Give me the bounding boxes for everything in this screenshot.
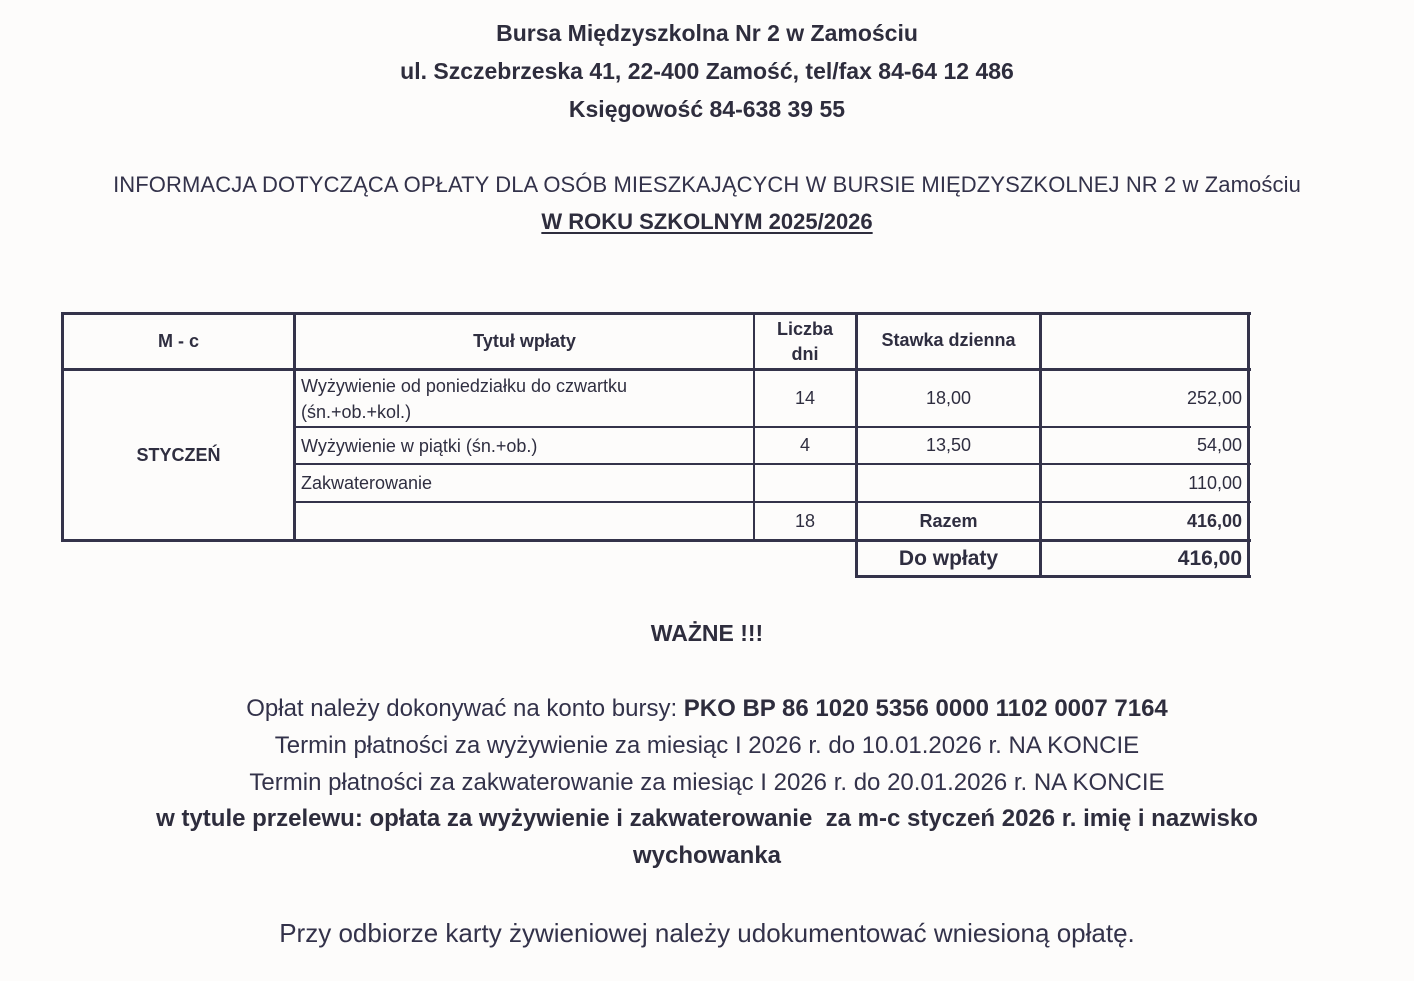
accounting-phone: Księgowość 84-638 39 55 <box>568 96 846 122</box>
row-amount: 54,00 <box>1196 435 1242 455</box>
month-cell: STYCZEŃ <box>136 444 221 465</box>
to-pay-border-bottom <box>855 575 1251 578</box>
account-prefix: Opłat należy dokonywać na konto bursy: <box>246 695 684 722</box>
total-label: Razem <box>919 510 978 531</box>
total-amount: 416,00 <box>1186 510 1242 531</box>
row-title: Zakwaterowanie <box>301 473 433 493</box>
important-heading: WAŻNE !!! <box>650 620 764 646</box>
header-amount <box>1042 315 1247 368</box>
institution-name: Bursa Międzyszkolna Nr 2 w Zamościu <box>496 20 918 46</box>
header-payment-title: Tytuł wpłaty <box>473 331 576 351</box>
deadline-food: Termin płatności za wyżywienie za miesiąc I 2026 r. do 10.01.2026 r. NA KONCIE <box>274 732 1140 759</box>
row-title-line1: Wyżywienie od poniedziałku do czwartku <box>301 375 627 396</box>
account-info <box>0 695 1414 723</box>
table-border-right <box>1247 312 1250 578</box>
transfer-title-line1: w tytule przelewu: opłata za wyżywienie i zakwaterowanie za m-c styczeń 2026 r. imię i nazwisko <box>156 805 1258 832</box>
header-days <box>755 315 855 368</box>
deadline-housing: Termin płatności za zakwaterowanie za miesiąc I 2026 r. do 20.01.2026 r. NA KONCIE <box>249 769 1165 796</box>
to-pay-amount: 416,00 <box>1177 546 1242 570</box>
school-year-title: W ROKU SZKOLNYM 2025/2026 <box>541 209 873 234</box>
header-month: M - c <box>157 331 199 351</box>
row-days: 4 <box>799 435 810 455</box>
footer-note: Przy odbiorze karty żywieniowej należy udokumentować wniesioną opłatę. <box>279 918 1135 948</box>
header-daily-rate: Stawka dzienna <box>881 330 1016 350</box>
transfer-title-line2: wychowanka <box>632 842 782 869</box>
row-rate: 13,50 <box>925 435 972 455</box>
header-days-line1: Liczba <box>776 318 833 339</box>
row-title-line2: (śn.+ob.+kol.) <box>301 401 412 422</box>
institution-address: ul. Szczebrzeska 41, 22-400 Zamość, tel/fax 84-64 12 486 <box>400 58 1014 84</box>
row-rate <box>858 465 1039 501</box>
row-days <box>755 465 855 501</box>
row-rate: 18,00 <box>925 388 972 408</box>
row-amount: 110,00 <box>1188 472 1242 493</box>
bank-account-number: PKO BP 86 1020 5356 0000 1102 0007 7164 <box>683 695 1168 722</box>
to-pay-label: Do wpłaty <box>898 546 999 570</box>
row-title: Wyżywienie w piątki (śn.+ob.) <box>301 435 538 456</box>
row-days: 14 <box>794 388 816 408</box>
document-title: INFORMACJA DOTYCZĄCA OPŁATY DLA OSÓB MIESZKAJĄCYCH W BURSIE MIĘDZYSZKOLNEJ NR 2 w Zamościu <box>113 172 1301 197</box>
total-days: 18 <box>794 510 816 531</box>
header-days-line2: dni <box>791 343 819 364</box>
row-title <box>296 371 753 426</box>
row-amount: 252,00 <box>1186 388 1242 408</box>
